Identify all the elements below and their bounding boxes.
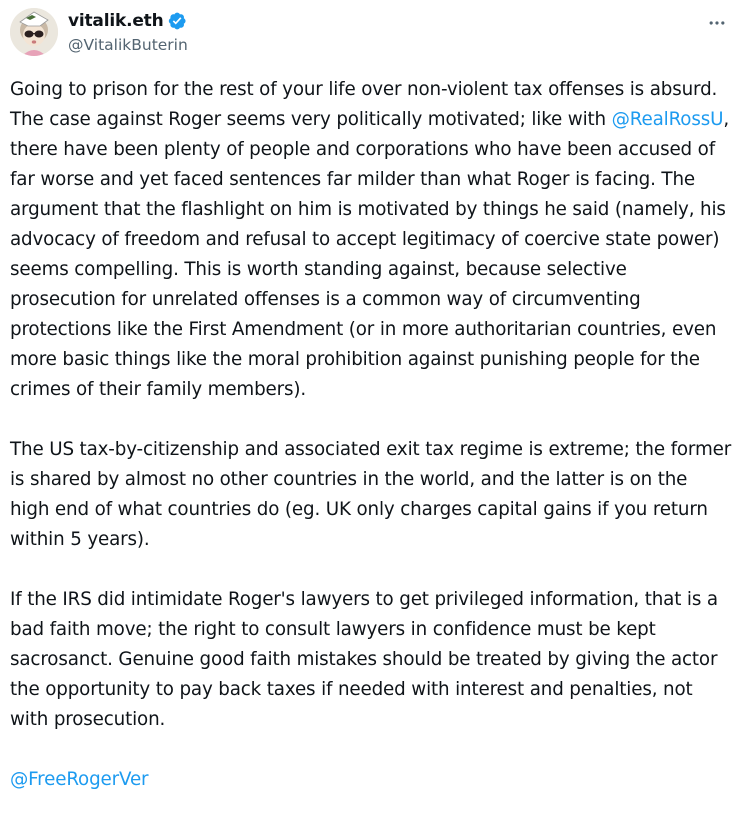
- more-options-button[interactable]: [700, 6, 734, 40]
- paragraph-1-text-a: Going to prison for the rest of your life over non-violent tax offenses is absurd. The case against Roger seems very politically motivated; like with: [10, 79, 723, 130]
- avatar[interactable]: [10, 8, 58, 56]
- paragraph-2: The US tax-by-citizenship and associated exit tax regime is extreme; the former is shared by almost no other countries in the world, and the latter is on the high end of what countries do (eg. UK only charges capital gains if you return within 5 years).: [10, 439, 737, 550]
- paragraph-1-text-b: , there have been plenty of people and corporations who have been accused of far worse and yet faced sentences far milder than what Roger is facing. The argument that the flashlight on him is motivated by things he said (namely, his advocacy of freedom and refusal to accept legitimacy of coercive state power) seems compelling. This is worth standing against, because selective prosecution for unrelated offenses is a common way of circumventing protections like the First Amendment (or in more authoritarian countries, even more basic things like the moral prohibition against punishing people for the crimes of their family members).: [10, 109, 735, 400]
- author-name-row: [68, 9, 187, 33]
- display-name[interactable]: vitalik.eth: [68, 11, 164, 31]
- more-options-icon: [707, 13, 727, 33]
- author-handle[interactable]: @VitalikButerin: [68, 36, 188, 54]
- mention-freerogerver-link[interactable]: @FreeRogerVer: [10, 769, 149, 790]
- mention-realrossu-link[interactable]: @RealRossU: [611, 109, 724, 130]
- verified-badge-icon[interactable]: [167, 11, 187, 31]
- paragraph-3: If the IRS did intimidate Roger's lawyers to get privileged information, that is a bad faith move; the right to consult lawyers in confidence must be kept sacrosanct. Genuine good faith mistakes should be treated by giving the actor the opportunity to pay back taxes if needed with interest and penalties, not with prosecution.: [10, 589, 724, 730]
- paragraph-1: [10, 75, 735, 405]
- avatar-image: [10, 8, 58, 56]
- tweet-text: [10, 75, 737, 795]
- paragraph-4: [10, 765, 732, 795]
